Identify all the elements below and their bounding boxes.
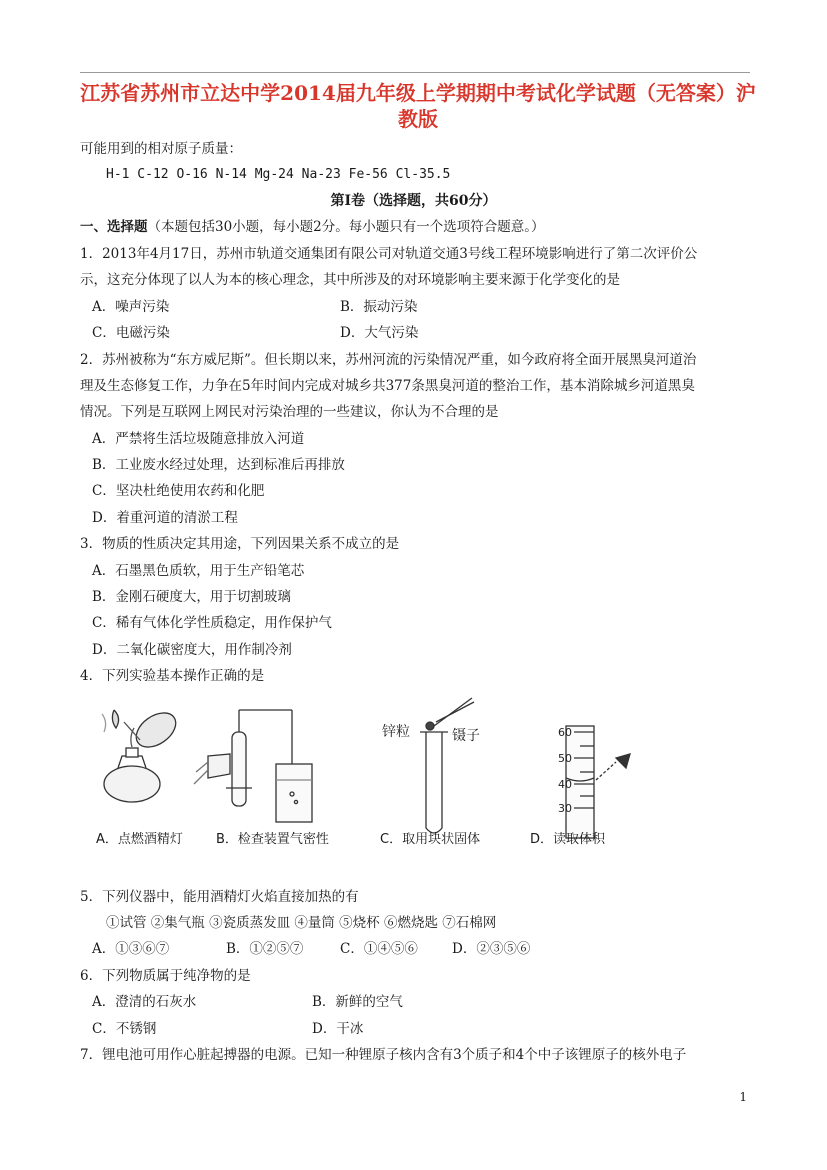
q3-line1: 3．物质的性质决定其用途，下列因果关系不成立的是 bbox=[80, 536, 400, 552]
q5-option-b: B．①②⑤⑦ bbox=[226, 941, 304, 957]
atomic-mass-label: 可能用到的相对原子质量： bbox=[80, 141, 242, 157]
q6-line1: 6．下列物质属于纯净物的是 bbox=[80, 968, 251, 984]
q4-caption-d: D．读取体积 bbox=[530, 832, 606, 847]
q1-option-c: C．电磁污染 bbox=[92, 325, 170, 341]
q1-option-a: A．噪声污染 bbox=[92, 299, 170, 315]
q2-option-d: D．着重河道的清淤工程 bbox=[92, 510, 238, 526]
q1-line1: 1．2013年4月17日，苏州市轨道交通集团有限公司对轨道交通3号线工程环境影响进行了第二次评价公 bbox=[80, 246, 698, 262]
tick-60: 60 bbox=[558, 726, 572, 739]
header-rule bbox=[80, 72, 750, 73]
section-note: （本题包括30小题，每小题2分。每小题只有一个选项符合题意。） bbox=[147, 219, 545, 235]
tweezers-label: 镊子 bbox=[452, 728, 480, 744]
q2-line1: 2．苏州被称为“东方威尼斯”。但长期以来，苏州河流的污染情况严重，如今政府将全面开展黑臭河道治 bbox=[80, 352, 697, 368]
alcohol-lamp-illustration bbox=[102, 706, 182, 802]
eye-icon bbox=[616, 754, 630, 768]
airtightness-setup-illustration bbox=[194, 710, 312, 822]
q1-option-b: B．振动污染 bbox=[340, 299, 418, 315]
q3-option-b: B．金刚石硬度大，用于切割玻璃 bbox=[92, 589, 291, 605]
q3-option-d: D．二氧化碳密度大，用作制冷剂 bbox=[92, 642, 292, 658]
q4-line1: 4．下列实验基本操作正确的是 bbox=[80, 668, 265, 684]
q5-option-d: D．②③⑤⑥ bbox=[452, 941, 531, 957]
q2-option-b: B．工业废水经过处理，达到标准后再排放 bbox=[92, 457, 345, 473]
q4-caption-c: C．取用块状固体 bbox=[380, 832, 481, 847]
q4-caption-a: A．点燃酒精灯 bbox=[96, 832, 183, 847]
q5-items: ①试管 ②集气瓶 ③瓷质蒸发皿 ④量筒 ⑤烧杯 ⑥燃烧匙 ⑦石棉网 bbox=[106, 915, 497, 931]
q2-line2: 理及生态修复工作，力争在5年时间内完成对城乡共377条黑臭河道的整治工作，基本消除城乡河道黑臭 bbox=[80, 378, 695, 394]
test-tube-tweezers-illustration bbox=[382, 698, 480, 833]
graduated-cylinder-illustration bbox=[558, 726, 630, 838]
q7-line1: 7．锂电池可用作心脏起搏器的电源。已知一种锂原子核内含有3个质子和4个中子该锂原子的核外电子 bbox=[80, 1047, 687, 1063]
tick-30: 30 bbox=[558, 802, 572, 815]
q1-line2: 示，这充分体现了以人为本的核心理念，其中所涉及的对环境影响主要来源于化学变化的是 bbox=[80, 272, 620, 288]
q3-option-c: C．稀有气体化学性质稳定，用作保护气 bbox=[92, 615, 332, 631]
section-heading bbox=[80, 218, 545, 236]
q6-option-a: A．澄清的石灰水 bbox=[92, 994, 197, 1010]
part-heading: 第Ⅰ卷（选择题，共60分） bbox=[330, 193, 497, 209]
q2-option-a: A．严禁将生活垃圾随意排放入河道 bbox=[92, 431, 305, 447]
q2-option-c: C．坚决杜绝使用农药和化肥 bbox=[92, 483, 265, 499]
q5-line1: 5．下列仪器中，能用酒精灯火焰直接加热的有 bbox=[80, 889, 359, 905]
atomic-mass-values: H-1 C-12 O-16 N-14 Mg-24 Na-23 Fe-56 Cl-35.5 bbox=[106, 167, 451, 182]
q1-option-d: D．大气污染 bbox=[340, 325, 419, 341]
q6-option-d: D．干冰 bbox=[312, 1021, 364, 1037]
tick-50: 50 bbox=[558, 752, 572, 765]
q4-caption-b: B．检查装置气密性 bbox=[216, 832, 329, 847]
tick-40: 40 bbox=[558, 778, 572, 791]
q3-option-a: A．石墨黑色质软，用于生产铅笔芯 bbox=[92, 563, 305, 579]
q2-line3: 情况。下列是互联网上网民对污染治理的一些建议，你认为不合理的是 bbox=[80, 404, 499, 420]
q6-option-c: C．不锈钢 bbox=[92, 1021, 157, 1037]
q6-option-b: B．新鲜的空气 bbox=[312, 994, 403, 1010]
section-title: 一、选择题 bbox=[80, 219, 148, 235]
zinc-label: 锌粒 bbox=[382, 724, 410, 740]
page-number: 1 bbox=[739, 1090, 747, 1104]
q5-option-a: A．①③⑥⑦ bbox=[92, 941, 170, 957]
page-title: 江苏省苏州市立达中学2014届九年级上学期期中考试化学试题（无答案）沪教版 bbox=[80, 81, 756, 131]
q5-option-c: C．①④⑤⑥ bbox=[340, 941, 418, 957]
